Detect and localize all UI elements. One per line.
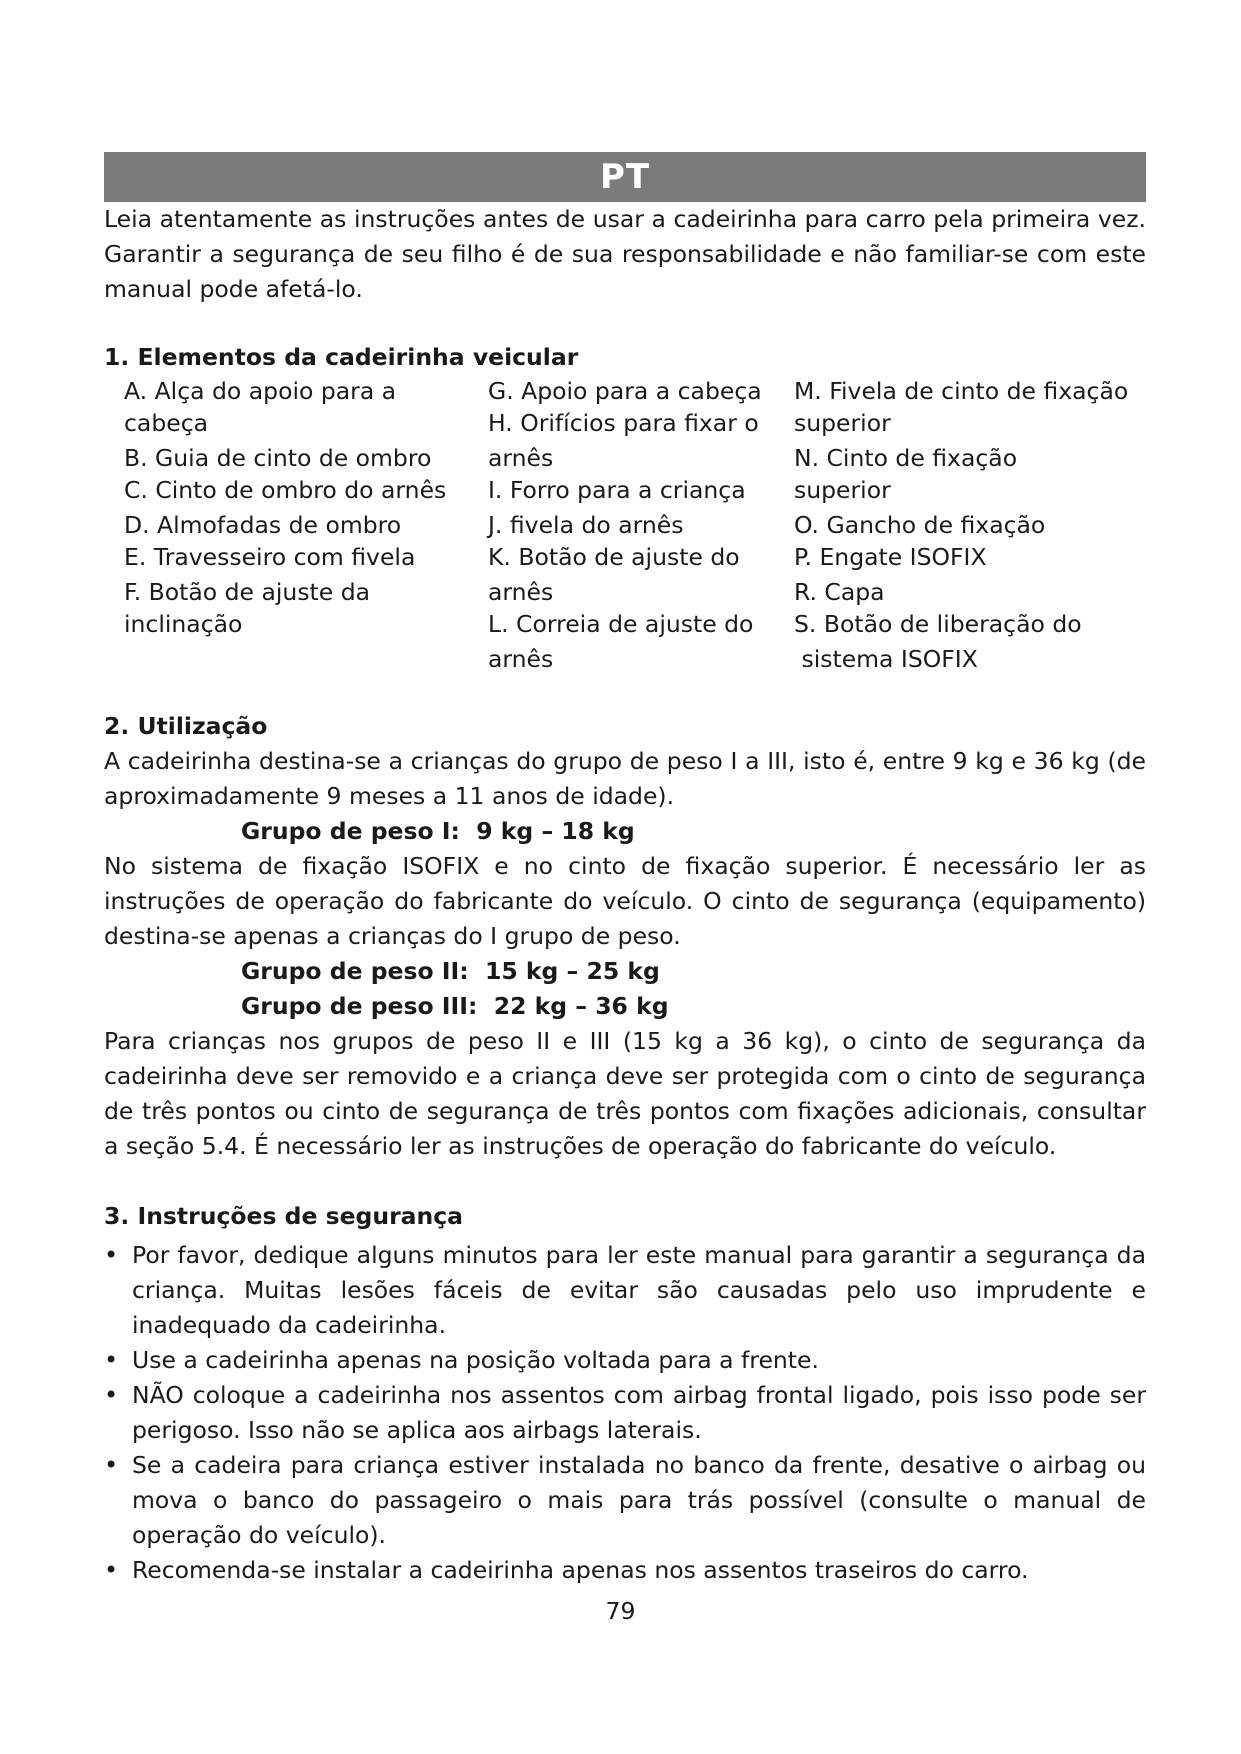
element-item: A. Alça do apoio para a	[124, 377, 397, 405]
list-item: • NÃO coloque a cadeirinha nos assentos com airbag frontal ligado, pois isso pode ser perigoso. Isso não se aplica aos airbags laterais.	[104, 1378, 1146, 1448]
element-item: L. Correia de ajuste do	[488, 610, 754, 638]
element-item: G. Apoio para a cabeça	[488, 377, 762, 405]
seatbelt-paragraph: Para crianças nos grupos de peso II e III (15 kg a 36 kg), o cinto de segurança da cadeirinha deve ser removido e a criança deve ser protegida com o cinto de segurança de três pontos ou cinto de segurança de três pontos com fixações adicionais, consultar a seção 5.4. É necessário ler as instruções de operação do fabricante do veículo.	[104, 1027, 1146, 1160]
element-item: superior	[794, 476, 891, 504]
element-item: E. Travesseiro com fivela	[124, 543, 416, 571]
element-item: R. Capa	[794, 578, 885, 606]
element-item: F. Botão de ajuste da	[124, 578, 371, 606]
list-item: • Use a cadeirinha apenas na posição voltada para a frente.	[104, 1343, 1146, 1378]
element-item: arnês	[488, 578, 554, 606]
element-item: O. Gancho de fixação	[794, 511, 1046, 539]
element-item: superior	[794, 409, 891, 437]
intro-paragraph: Leia atentamente as instruções antes de usar a cadeirinha para carro pela primeira vez. Garantir a segurança de seu filho é de sua responsabilidade e não familiar-se com este manual pode afetá-lo.	[104, 205, 1146, 303]
list-item: • Se a cadeira para criança estiver instalada no banco da frente, desative o airbag ou mova o banco do passageiro o mais para trás possível (consulte o manual de operação do veículo).	[104, 1448, 1146, 1553]
element-item: I. Forro para a criança	[488, 476, 746, 504]
weight-group-1: Grupo de peso I: 9 kg – 18 kg	[241, 817, 635, 845]
element-item: D. Almofadas de ombro	[124, 511, 402, 539]
elements-list	[124, 375, 1146, 675]
page-content	[104, 202, 1146, 1588]
section-3-title: 3. Instruções de segurança	[104, 1202, 464, 1230]
weight-group-3: Grupo de peso III: 22 kg – 36 kg	[241, 992, 669, 1020]
section-2-title: 2. Utilização	[104, 712, 268, 740]
element-item: inclinação	[124, 610, 243, 638]
element-item: J. fivela do arnês	[488, 511, 684, 539]
element-item: K. Botão de ajuste do	[488, 543, 740, 571]
element-item: P. Engate ISOFIX	[794, 543, 987, 571]
list-item: • Por favor, dedique alguns minutos para ler este manual para garantir a segurança da criança. Muitas lesões fáceis de evitar são causadas pelo uso imprudente e inadequado da cadeirinha.	[104, 1238, 1146, 1343]
weight-group-2: Grupo de peso II: 15 kg – 25 kg	[241, 957, 660, 985]
element-item: N. Cinto de fixação	[794, 444, 1018, 472]
element-item: B. Guia de cinto de ombro	[124, 444, 432, 472]
elements-column-3	[794, 375, 1144, 675]
element-item: C. Cinto de ombro do arnês	[124, 476, 447, 504]
language-header-bar: PT	[104, 152, 1146, 202]
safety-bullet-list	[104, 1238, 1146, 1588]
element-item: arnês	[488, 645, 554, 673]
element-item: cabeça	[124, 409, 209, 437]
section-1-title: 1. Elementos da cadeirinha veicular	[104, 343, 579, 371]
usage-paragraph: A cadeirinha destina-se a crianças do grupo de peso I a III, isto é, entre 9 kg e 36 kg (de aproximadamente 9 meses a 11 anos de idade).	[104, 747, 1146, 810]
element-item: arnês	[488, 444, 554, 472]
elements-column-1	[124, 375, 488, 675]
page-number: 79	[605, 1597, 636, 1625]
element-item: H. Orifícios para fixar o	[488, 409, 759, 437]
element-item: S. Botão de liberação do	[794, 610, 1082, 638]
list-item: • Recomenda-se instalar a cadeirinha apenas nos assentos traseiros do carro.	[104, 1553, 1146, 1588]
element-item: sistema ISOFIX	[794, 645, 978, 673]
element-item: M. Fivela de cinto de fixação	[794, 377, 1129, 405]
isofix-paragraph: No sistema de fixação ISOFIX e no cinto de fixação superior. É necessário ler as instruções de operação do fabricante do veículo. O cinto de segurança (equipamento) destina-se apenas a crianças do I grupo de peso.	[104, 852, 1146, 950]
elements-column-2	[488, 375, 794, 675]
